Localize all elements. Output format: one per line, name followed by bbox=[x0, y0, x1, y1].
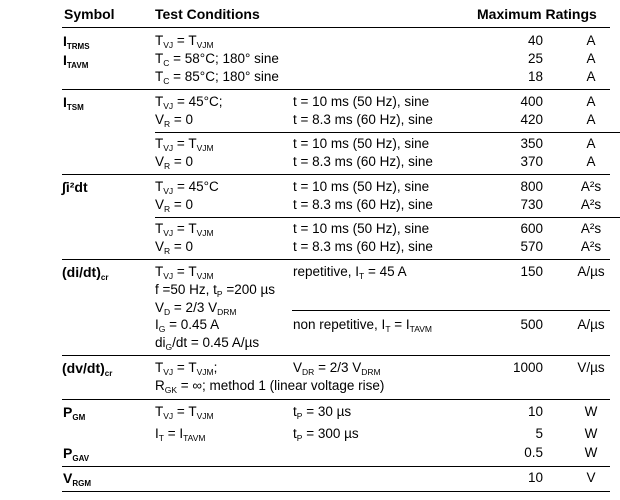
cond-dig: $di_G/dt = 0.45$ A/µs bbox=[155, 335, 260, 352]
value: 1000 bbox=[512, 360, 543, 375]
cond-vr0: $V_R = 0$ bbox=[155, 154, 194, 171]
cond-t83: t = 8.3 ms (60 Hz), sine bbox=[293, 197, 433, 212]
value: 800 bbox=[520, 179, 543, 194]
value: 150 bbox=[520, 264, 543, 279]
cond-ig: $I_G = 0.45$ A bbox=[155, 317, 220, 334]
value: 350 bbox=[520, 136, 543, 151]
unit: W bbox=[584, 404, 598, 419]
value: 600 bbox=[520, 221, 543, 236]
divider-header bbox=[62, 27, 610, 28]
cond-tc58: $T_C = 58^\circ C$; 180° sine bbox=[155, 51, 279, 68]
cond-rgk: $R_{GK}$ = ∞; method 1 (linear voltage rise) bbox=[155, 378, 385, 395]
cond-t83: t = 8.3 ms (60 Hz), sine bbox=[293, 154, 433, 169]
symbol-pgm: $P_{GM}$ bbox=[63, 404, 86, 422]
unit: A/µs bbox=[577, 317, 605, 332]
cond-tvj-tvjm: $T_{VJ} = T_{VJM}$ bbox=[155, 404, 214, 421]
unit: A bbox=[586, 51, 596, 66]
header-symbol: Symbol bbox=[64, 6, 115, 22]
cond-vd: $V_D = 2/3$ $V_{DRM}$ bbox=[155, 300, 237, 317]
cond-vdr: $V_{DR} = 2/3$ $V_{DRM}$ bbox=[293, 360, 381, 377]
cond-t83: t = 8.3 ms (60 Hz), sine bbox=[293, 239, 433, 254]
cond-t10: t = 10 ms (50 Hz), sine bbox=[293, 221, 430, 236]
unit: A bbox=[586, 112, 596, 127]
cond-tvj45: $T_{VJ} = 45^\circ C$; bbox=[155, 94, 223, 111]
cond-it-itavm: $I_T = I_{TAVM}$ bbox=[155, 426, 206, 443]
unit: A²s bbox=[580, 179, 602, 194]
unit: W bbox=[584, 445, 598, 460]
cond-tvj-tvjm: $T_{VJ} = T_{VJM}$; bbox=[155, 360, 218, 377]
cond-t10: t = 10 ms (50 Hz), sine bbox=[293, 179, 430, 194]
cond-tvj-tvjm: $T_{VJ} = T_{VJM}$ bbox=[155, 33, 214, 50]
symbol-dvdt: $(dv/dt)_{cr}$ bbox=[62, 360, 113, 378]
unit: A bbox=[586, 94, 596, 109]
value: 400 bbox=[520, 94, 543, 109]
value: 500 bbox=[520, 317, 543, 332]
divider bbox=[62, 355, 610, 356]
unit: A bbox=[586, 154, 596, 169]
symbol-vrgm: $V_{RGM}$ bbox=[63, 470, 92, 488]
cond-t83: t = 8.3 ms (60 Hz), sine bbox=[293, 112, 433, 127]
unit: A²s bbox=[580, 221, 602, 236]
symbol-i2dt: ∫i²dt bbox=[62, 179, 88, 195]
header-test-conditions: Test Conditions bbox=[155, 6, 260, 22]
unit: A bbox=[586, 69, 596, 84]
cond-t10: t = 10 ms (50 Hz), sine bbox=[293, 136, 430, 151]
cond-tp30: $t_P = 30$ µs bbox=[293, 404, 352, 421]
value: 370 bbox=[520, 154, 543, 169]
unit: A²s bbox=[580, 239, 602, 254]
unit: V bbox=[586, 470, 596, 485]
unit: A bbox=[586, 33, 596, 48]
cond-tvj45: $T_{VJ} = 45^\circ C$ bbox=[155, 179, 219, 196]
symbol-itavm: $I_{TAVM}$ bbox=[63, 52, 89, 70]
value: 420 bbox=[520, 112, 543, 127]
value: 0.5 bbox=[524, 445, 543, 460]
value: 5 bbox=[535, 426, 543, 441]
value: 25 bbox=[527, 51, 543, 66]
cond-non-repetitive: non repetitive, $I_T = I_{TAVM}$ bbox=[293, 317, 433, 334]
unit: V/µs bbox=[577, 360, 605, 375]
symbol-itsm: $I_{TSM}$ bbox=[63, 94, 84, 112]
value: 10 bbox=[527, 404, 543, 419]
divider bbox=[62, 466, 610, 467]
cond-tvj-tvjm: $T_{VJ} = T_{VJM}$ bbox=[155, 264, 214, 281]
value: 10 bbox=[527, 470, 543, 485]
divider bbox=[62, 399, 610, 400]
cond-tc85: $T_C = 85^\circ C$; 180° sine bbox=[155, 69, 279, 86]
value: 570 bbox=[520, 239, 543, 254]
value: 730 bbox=[520, 197, 543, 212]
cond-f50: f =50 Hz, $t_P =200$ µs bbox=[155, 282, 276, 299]
value: 40 bbox=[527, 33, 543, 48]
divider bbox=[292, 310, 610, 311]
value: 18 bbox=[527, 69, 543, 84]
cond-t10: t = 10 ms (50 Hz), sine bbox=[293, 94, 430, 109]
cond-tvj-tvjm: $T_{VJ} = T_{VJM}$ bbox=[155, 221, 214, 238]
cond-repetitive: repetitive, $I_T = 45$ A bbox=[293, 264, 407, 281]
symbol-didt: $(di/dt)_{cr}$ bbox=[62, 264, 109, 282]
cond-vr0: $V_R = 0$ bbox=[155, 112, 194, 129]
unit: A bbox=[586, 136, 596, 151]
cond-vr0: $V_R = 0$ bbox=[155, 239, 194, 256]
cond-tp300: $t_P = 300$ µs bbox=[293, 426, 359, 443]
divider bbox=[62, 259, 610, 260]
divider bbox=[62, 491, 610, 492]
divider bbox=[62, 174, 610, 175]
unit: W bbox=[584, 426, 598, 441]
unit: A/µs bbox=[577, 264, 605, 279]
symbol-itrms: $I_{TRMS}$ bbox=[63, 33, 90, 51]
cond-tvj-tvjm: $T_{VJ} = T_{VJM}$ bbox=[155, 136, 214, 153]
symbol-pgav: $P_{GAV}$ bbox=[63, 445, 90, 463]
divider bbox=[62, 89, 610, 90]
unit: A²s bbox=[580, 197, 602, 212]
header-max-ratings: Maximum Ratings bbox=[477, 6, 597, 22]
divider bbox=[155, 132, 620, 133]
divider bbox=[155, 217, 620, 218]
cond-vr0: $V_R = 0$ bbox=[155, 197, 194, 214]
